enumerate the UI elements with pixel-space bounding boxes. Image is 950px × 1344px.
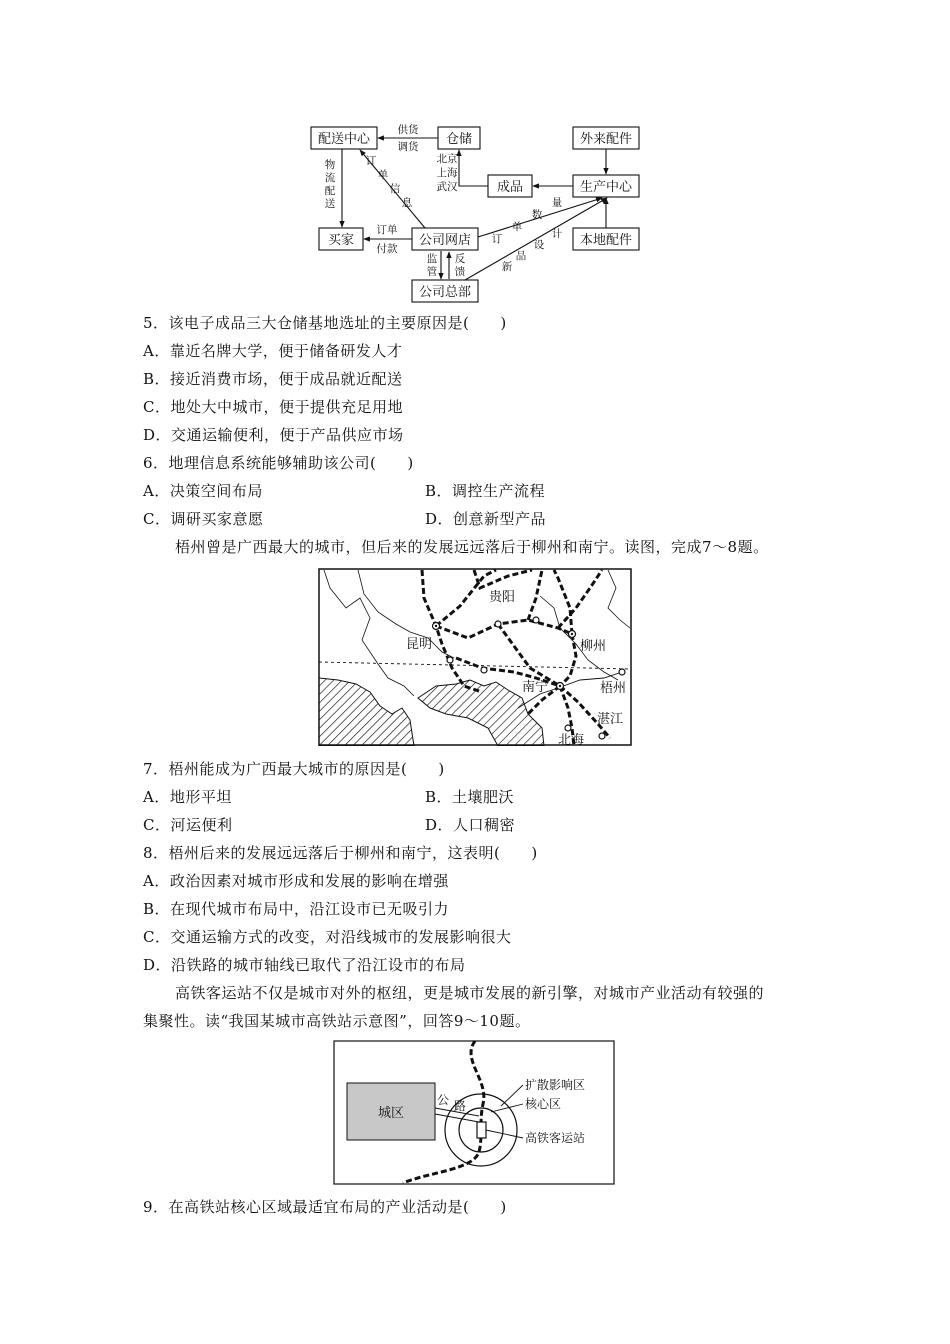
- station-building: [477, 1122, 486, 1138]
- q6-option-c[interactable]: C．调研买家意愿: [143, 510, 264, 528]
- label-ddxx-2: 单: [377, 169, 389, 181]
- supply-chain-diagram: [305, 120, 650, 305]
- label-ddsl-4: 量: [551, 197, 563, 209]
- label-bendi: 本地配件: [579, 233, 633, 248]
- q8-option-a[interactable]: A．政治因素对城市形成和发展的影响在增强: [143, 872, 449, 890]
- city-guiyang: 贵阳: [489, 590, 516, 605]
- label-wuliu-4: 送: [324, 198, 336, 210]
- label-ddsl-1: 订: [491, 233, 503, 245]
- label-ddsl-3: 数: [531, 209, 543, 221]
- label-ddxx-4: 息: [401, 197, 413, 209]
- intro-9-10-line2: 集聚性。读“我国某城市高铁站示意图”，回答9～10题。: [143, 1012, 531, 1030]
- label-ddsl-2: 单: [511, 221, 523, 233]
- label-hexin: 核心区: [525, 1097, 562, 1111]
- label-wuliu-3: 配: [324, 185, 336, 197]
- q7-option-b[interactable]: B．土壤肥沃: [425, 788, 515, 806]
- label-wuliu-1: 物: [324, 159, 336, 171]
- q5-option-c[interactable]: C．地处大中城市，便于提供充足用地: [143, 398, 403, 416]
- label-dingdan: 订单: [376, 224, 398, 236]
- q7-option-a[interactable]: A．地形平坦: [143, 788, 232, 806]
- label-cangchu: 仓储: [445, 132, 473, 147]
- q6-stem: 6．地理信息系统能够辅助该公司( ): [143, 454, 414, 472]
- label-jianguan-2: 管: [426, 266, 438, 278]
- label-zhan: 高铁客运站: [525, 1131, 586, 1145]
- label-xpsj-3: 设: [533, 239, 545, 251]
- label-xpsj-4: 计: [551, 228, 563, 240]
- label-jianguan-1: 监: [426, 253, 438, 265]
- label-city-2: 上海: [436, 167, 458, 179]
- label-shengchan: 生产中心: [579, 180, 633, 195]
- label-fankui-2: 馈: [454, 266, 466, 278]
- q5-stem: 5．该电子成品三大仓储基地选址的主要原因是( ): [143, 314, 507, 332]
- label-city-3: 武汉: [436, 181, 458, 193]
- label-xpsj-1: 新: [501, 261, 513, 273]
- city-beihai: 北海: [558, 733, 585, 746]
- city-nanning: 南宁: [522, 680, 549, 695]
- label-fankui-1: 反: [454, 253, 466, 265]
- q8-option-d[interactable]: D．沿铁路的城市轴线已取代了沿江设市的布局: [143, 956, 466, 974]
- label-zongbu: 公司总部: [418, 285, 472, 300]
- city-liuzhou: 柳州: [580, 639, 607, 654]
- label-maijia: 买家: [327, 233, 355, 248]
- label-xpsj-2: 品: [515, 250, 527, 262]
- q5-option-b[interactable]: B．接近消费市场，便于成品就近配送: [143, 370, 403, 388]
- city-zhanjiang: 湛江: [597, 712, 624, 727]
- q7-option-c[interactable]: C．河运便利: [143, 816, 233, 834]
- city-kunming: 昆明: [406, 637, 433, 652]
- label-lu: 路: [454, 1099, 467, 1113]
- q9-stem: 9．在高铁站核心区域最适宜布局的产业活动是( ): [143, 1198, 507, 1216]
- label-kuosan: 扩散影响区: [525, 1078, 586, 1092]
- q5-option-a[interactable]: A．靠近名牌大学，便于储备研发人才: [143, 342, 403, 360]
- q8-stem: 8．梧州后来的发展远远落后于柳州和南宁，这表明( ): [143, 844, 538, 862]
- q8-option-c[interactable]: C．交通运输方式的改变，对沿线城市的发展影响很大: [143, 928, 512, 946]
- label-wangdian: 公司网店: [418, 233, 472, 248]
- label-fukuan: 付款: [376, 243, 398, 255]
- label-wailai: 外来配件: [579, 132, 633, 147]
- intro-7-8: 梧州曾是广西最大的城市，但后来的发展远远落后于柳州和南宁。读图，完成7～8题。: [175, 538, 769, 556]
- label-ddxx-1: 订: [365, 155, 377, 167]
- q6-option-d[interactable]: D．创意新型产品: [425, 510, 547, 528]
- q8-option-b[interactable]: B．在现代城市布局中，沿江设市已无吸引力: [143, 900, 450, 918]
- city-wuzhou: 梧州: [600, 681, 627, 696]
- intro-9-10-line1: 高铁客运站不仅是城市对外的枢纽，更是城市发展的新引擎，对城市产业活动有较强的: [175, 984, 765, 1002]
- label-gong: 公: [437, 1093, 450, 1107]
- label-city-1: 北京: [436, 153, 458, 165]
- label-diaohuo: 调货: [397, 141, 419, 153]
- q6-option-b[interactable]: B．调控生产流程: [425, 482, 546, 500]
- label-ddxx-3: 信: [389, 183, 401, 195]
- label-chengqu: 城区: [377, 1106, 405, 1121]
- q6-option-a[interactable]: A．决策空间布局: [143, 482, 263, 500]
- label-wuliu-2: 流: [324, 172, 336, 184]
- q5-option-d[interactable]: D．交通运输便利，便于产品供应市场: [143, 426, 404, 444]
- label-chengpin: 成品: [496, 180, 524, 195]
- label-gonghuo: 供货: [397, 124, 419, 136]
- q7-stem: 7．梧州能成为广西最大城市的原因是( ): [143, 760, 445, 778]
- q7-option-d[interactable]: D．人口稠密: [425, 816, 516, 834]
- railway-map: [318, 568, 632, 746]
- hsr-station-diagram: [333, 1040, 615, 1185]
- label-peisong: 配送中心: [317, 132, 371, 147]
